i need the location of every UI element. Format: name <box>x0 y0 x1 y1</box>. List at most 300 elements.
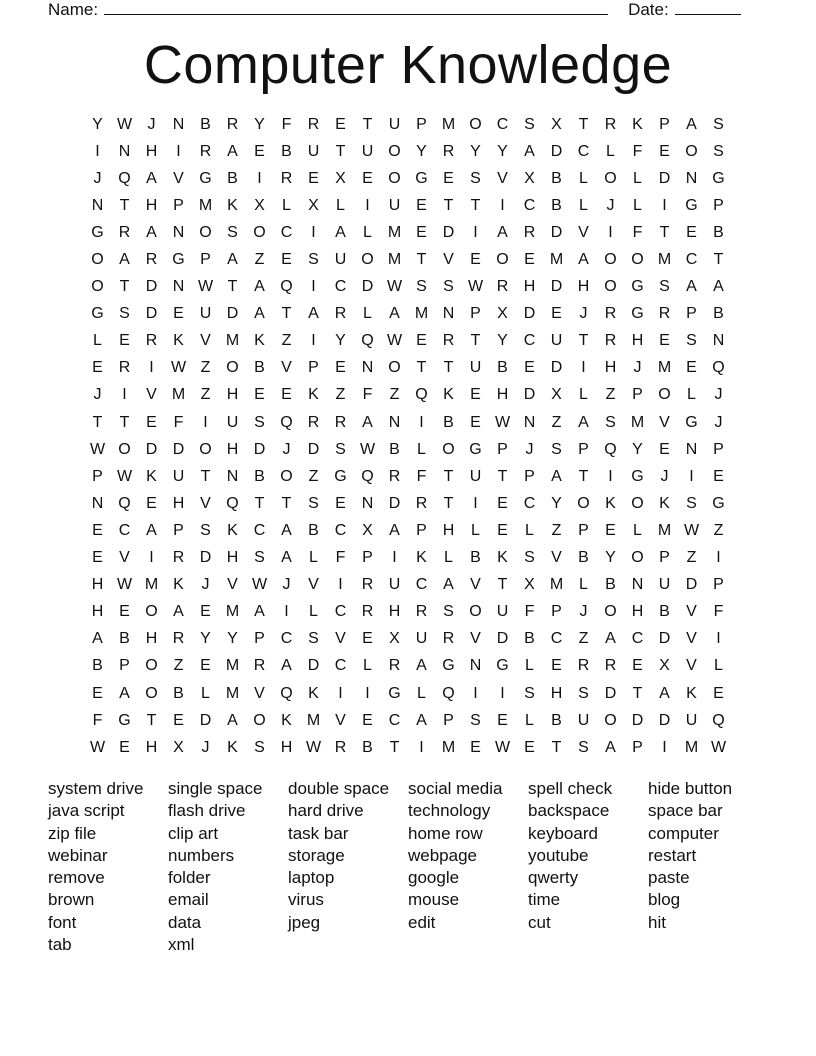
grid-letter: M <box>225 332 240 350</box>
grid-letter: X <box>254 196 265 214</box>
word-bank-item: time <box>528 890 561 910</box>
name-date-line <box>48 0 748 20</box>
grid-letter: O <box>118 440 131 458</box>
grid-letter: E <box>335 359 346 377</box>
grid-letter: H <box>145 196 158 214</box>
grid-letter: K <box>146 467 157 485</box>
word-bank-item: computer <box>648 823 719 843</box>
word-bank-item: remove <box>48 868 105 888</box>
grid-letter: E <box>497 711 508 729</box>
grid-letter: J <box>201 738 210 756</box>
grid-letter: Z <box>254 251 265 269</box>
word-bank-item: restart <box>648 845 697 865</box>
grid-letter: H <box>631 603 644 621</box>
grid-letter: M <box>225 684 240 702</box>
grid-letter: E <box>470 386 481 404</box>
grid-letter: L <box>525 711 534 729</box>
grid-letter: A <box>92 630 103 648</box>
grid-letter: I <box>662 196 667 214</box>
grid-letter: Q <box>361 332 374 350</box>
grid-letter: F <box>362 386 373 404</box>
grid-letter: A <box>578 413 589 431</box>
grid-letter: G <box>91 223 104 241</box>
grid-letter: Z <box>281 332 292 350</box>
grid-letter: S <box>686 494 697 512</box>
grid-letter: I <box>122 386 127 404</box>
grid-letter: I <box>311 332 316 350</box>
grid-letter: H <box>91 603 104 621</box>
grid-letter: D <box>550 223 563 241</box>
grid-letter: S <box>470 169 481 187</box>
grid-letter: D <box>685 576 698 594</box>
grid-letter: F <box>281 115 292 133</box>
grid-letter: H <box>523 278 536 296</box>
grid-letter: J <box>525 440 534 458</box>
grid-letter: B <box>470 549 481 567</box>
grid-letter: N <box>226 467 239 485</box>
grid-letter: V <box>659 413 670 431</box>
grid-letter: L <box>201 684 210 702</box>
grid-letter: I <box>338 684 343 702</box>
word-bank-item: data <box>168 912 202 932</box>
grid-letter: A <box>713 278 724 296</box>
grid-letter: C <box>118 521 131 539</box>
grid-letter: I <box>149 549 154 567</box>
grid-letter: V <box>335 711 346 729</box>
grid-letter: C <box>550 630 563 648</box>
grid-letter: E <box>659 332 670 350</box>
grid-letter: D <box>145 440 158 458</box>
grid-letter: R <box>145 332 158 350</box>
grid-letter: Q <box>280 278 293 296</box>
word-bank-item: spell check <box>528 779 613 798</box>
grid-letter: H <box>577 278 590 296</box>
grid-letter: Y <box>335 332 346 350</box>
grid-letter: S <box>254 738 265 756</box>
grid-letter: G <box>334 467 347 485</box>
grid-letter: Y <box>605 549 616 567</box>
grid-letter: K <box>227 738 238 756</box>
word-bank-item: zip file <box>48 823 97 843</box>
grid-letter: I <box>365 684 370 702</box>
grid-letter: O <box>469 115 482 133</box>
grid-letter: D <box>442 223 455 241</box>
grid-letter: O <box>145 603 158 621</box>
grid-letter: R <box>145 251 158 269</box>
grid-letter: I <box>608 467 613 485</box>
grid-letter: A <box>254 278 265 296</box>
grid-letter: E <box>659 142 670 160</box>
grid-letter: E <box>470 413 481 431</box>
grid-letter: Q <box>415 386 428 404</box>
grid-letter: O <box>577 494 590 512</box>
grid-letter: R <box>577 657 590 675</box>
grid-letter: L <box>471 521 480 539</box>
grid-letter: T <box>119 413 130 431</box>
grid-letter: J <box>579 603 588 621</box>
grid-letter: G <box>685 196 698 214</box>
grid-letter: R <box>604 115 617 133</box>
grid-letter: C <box>280 223 293 241</box>
grid-letter: O <box>469 603 482 621</box>
grid-letter: Y <box>497 142 508 160</box>
grid-letter: N <box>631 576 644 594</box>
grid-letter: P <box>200 251 211 269</box>
grid-letter: O <box>631 251 644 269</box>
grid-letter: R <box>334 738 347 756</box>
grid-letter: E <box>119 603 130 621</box>
grid-letter: A <box>281 521 292 539</box>
grid-letter: B <box>227 169 238 187</box>
grid-letter: U <box>658 576 671 594</box>
grid-letter: J <box>93 169 102 187</box>
grid-letter: A <box>524 142 535 160</box>
word-bank-item: flash drive <box>168 801 246 821</box>
grid-letter: R <box>334 413 347 431</box>
grid-letter: Z <box>551 521 562 539</box>
grid-letter: O <box>658 386 671 404</box>
grid-letter: D <box>523 305 536 323</box>
grid-letter: P <box>173 521 184 539</box>
grid-letter: P <box>551 603 562 621</box>
grid-letter: N <box>91 494 104 512</box>
grid-letter: A <box>146 223 157 241</box>
grid-letter: D <box>631 711 644 729</box>
word-bank-item: email <box>168 890 209 910</box>
grid-letter: Y <box>551 494 562 512</box>
grid-letter: U <box>388 115 401 133</box>
grid-letter: S <box>524 549 535 567</box>
letter-grid <box>84 111 732 761</box>
grid-letter: M <box>144 576 159 594</box>
grid-letter: U <box>550 332 563 350</box>
grid-letter: T <box>443 359 454 377</box>
grid-letter: U <box>361 142 374 160</box>
grid-letter: V <box>497 169 508 187</box>
grid-letter: I <box>311 223 316 241</box>
grid-letter: A <box>659 684 670 702</box>
grid-letter: A <box>416 711 427 729</box>
grid-letter: J <box>201 576 210 594</box>
grid-letter: Z <box>551 413 562 431</box>
grid-letter: M <box>387 251 402 269</box>
grid-letter: O <box>388 142 401 160</box>
grid-letter: E <box>605 521 616 539</box>
grid-letter: P <box>173 196 184 214</box>
grid-letter: E <box>92 359 103 377</box>
grid-letter: Q <box>712 711 725 729</box>
word-bank-item: system drive <box>48 779 144 798</box>
grid-letter: C <box>496 115 509 133</box>
grid-letter: D <box>172 440 185 458</box>
grid-letter: X <box>308 196 319 214</box>
grid-letter: N <box>442 305 455 323</box>
grid-letter: M <box>387 223 402 241</box>
grid-letter: E <box>119 332 130 350</box>
grid-letter: T <box>713 251 724 269</box>
grid-letter: L <box>282 196 291 214</box>
grid-letter: L <box>444 549 453 567</box>
grid-letter: P <box>254 630 265 648</box>
grid-letter: R <box>307 115 320 133</box>
grid-letter: I <box>716 549 721 567</box>
grid-letter: I <box>500 684 505 702</box>
grid-letter: B <box>605 576 616 594</box>
grid-letter: O <box>361 251 374 269</box>
grid-letter: F <box>524 603 535 621</box>
grid-letter: N <box>172 278 185 296</box>
grid-letter: C <box>631 630 644 648</box>
grid-letter: B <box>254 467 265 485</box>
grid-letter: R <box>226 115 239 133</box>
grid-letter: J <box>714 386 723 404</box>
grid-letter: H <box>145 630 158 648</box>
grid-letter: I <box>176 142 181 160</box>
grid-letter: D <box>550 278 563 296</box>
date-blank-line[interactable] <box>675 0 741 15</box>
grid-letter: E <box>524 251 535 269</box>
word-bank-item: technology <box>408 801 491 821</box>
grid-letter: I <box>419 738 424 756</box>
word-bank-item: keyboard <box>528 823 598 843</box>
grid-letter: E <box>524 359 535 377</box>
grid-letter: A <box>119 251 130 269</box>
grid-letter: K <box>227 521 238 539</box>
grid-letter: U <box>415 630 428 648</box>
name-blank-line[interactable] <box>104 0 608 15</box>
grid-letter: P <box>632 386 643 404</box>
grid-letter: G <box>172 251 185 269</box>
word-bank <box>48 778 768 956</box>
grid-letter: D <box>199 549 212 567</box>
grid-letter: T <box>146 711 157 729</box>
grid-letter: S <box>227 223 238 241</box>
grid-letter: N <box>685 440 698 458</box>
grid-letter: D <box>145 278 158 296</box>
grid-letter: I <box>284 603 289 621</box>
word-bank-item: brown <box>48 890 95 910</box>
grid-letter: T <box>578 467 589 485</box>
grid-letter: G <box>685 413 698 431</box>
grid-letter: V <box>551 549 562 567</box>
grid-letter: E <box>254 142 265 160</box>
name-label: Name: <box>48 0 99 19</box>
grid-letter: O <box>442 440 455 458</box>
grid-letter: P <box>470 305 481 323</box>
grid-letter: T <box>578 115 589 133</box>
grid-letter: P <box>659 115 670 133</box>
grid-letter: T <box>362 115 373 133</box>
grid-letter: H <box>172 494 185 512</box>
grid-letter: E <box>470 738 481 756</box>
grid-letter: X <box>497 305 508 323</box>
grid-letter: A <box>686 278 697 296</box>
grid-letter: E <box>92 549 103 567</box>
grid-letter: D <box>199 711 212 729</box>
word-bank-item: cut <box>528 912 551 932</box>
word-bank-item: home row <box>408 823 483 843</box>
grid-letter: R <box>253 657 266 675</box>
grid-letter: T <box>443 196 454 214</box>
grid-letter: I <box>473 684 478 702</box>
grid-letter: N <box>712 332 725 350</box>
word-bank-item: space bar <box>648 801 723 821</box>
grid-letter: E <box>281 386 292 404</box>
grid-letter: G <box>469 440 482 458</box>
grid-letter: S <box>524 684 535 702</box>
grid-letter: V <box>335 630 346 648</box>
grid-letter: A <box>254 603 265 621</box>
grid-letter: I <box>500 196 505 214</box>
word-bank-item: xml <box>168 935 195 955</box>
grid-letter: I <box>581 359 586 377</box>
grid-letter: W <box>116 467 133 485</box>
grid-letter: U <box>685 711 698 729</box>
grid-letter: Z <box>200 359 211 377</box>
grid-letter: C <box>577 142 590 160</box>
grid-letter: T <box>200 467 211 485</box>
word-bank-item: folder <box>168 868 211 888</box>
grid-letter: G <box>415 169 428 187</box>
grid-letter: A <box>227 711 238 729</box>
grid-letter: A <box>686 115 697 133</box>
grid-letter: C <box>334 603 347 621</box>
grid-letter: K <box>227 196 238 214</box>
grid-letter: U <box>172 467 185 485</box>
grid-letter: R <box>172 630 185 648</box>
word-bank-item: clip art <box>168 823 219 843</box>
grid-letter: F <box>632 223 643 241</box>
grid-letter: U <box>226 413 239 431</box>
grid-letter: A <box>416 657 427 675</box>
word-bank-item: task bar <box>288 823 349 843</box>
grid-letter: V <box>443 251 454 269</box>
word-bank-item: google <box>408 868 460 888</box>
grid-letter: B <box>200 115 211 133</box>
grid-letter: R <box>442 630 455 648</box>
grid-letter: B <box>119 630 130 648</box>
grid-letter: T <box>227 278 238 296</box>
grid-letter: Q <box>712 359 725 377</box>
grid-letter: C <box>334 521 347 539</box>
grid-letter: H <box>442 521 455 539</box>
grid-letter: I <box>149 359 154 377</box>
grid-letter: T <box>578 332 589 350</box>
grid-letter: A <box>605 738 616 756</box>
grid-letter: E <box>443 169 454 187</box>
grid-letter: V <box>227 576 238 594</box>
grid-letter: I <box>473 223 478 241</box>
grid-letter: B <box>443 413 454 431</box>
grid-letter: T <box>470 332 481 350</box>
grid-letter: R <box>523 223 536 241</box>
grid-letter: G <box>631 278 644 296</box>
grid-letter: K <box>605 494 616 512</box>
grid-letter: O <box>145 684 158 702</box>
grid-letter: D <box>604 684 617 702</box>
grid-letter: E <box>551 305 562 323</box>
word-bank-item: jpeg <box>288 912 321 932</box>
grid-letter: E <box>632 657 643 675</box>
grid-letter: U <box>577 711 590 729</box>
grid-letter: O <box>145 657 158 675</box>
grid-letter: S <box>713 115 724 133</box>
grid-letter: D <box>658 630 671 648</box>
grid-letter: L <box>579 386 588 404</box>
grid-letter: R <box>118 223 131 241</box>
grid-letter: H <box>226 549 239 567</box>
grid-letter: S <box>119 305 130 323</box>
grid-letter: C <box>415 576 428 594</box>
grid-letter: E <box>713 467 724 485</box>
grid-letter: V <box>119 549 130 567</box>
grid-letter: C <box>523 332 536 350</box>
grid-letter: P <box>659 549 670 567</box>
grid-letter: E <box>173 305 184 323</box>
grid-letter: E <box>254 386 265 404</box>
grid-letter: L <box>579 576 588 594</box>
grid-letter: M <box>171 386 186 404</box>
grid-letter: B <box>497 359 508 377</box>
grid-letter: T <box>497 467 508 485</box>
grid-letter: K <box>443 386 454 404</box>
grid-letter: H <box>91 576 104 594</box>
grid-letter: M <box>630 413 645 431</box>
grid-letter: A <box>308 305 319 323</box>
grid-letter: L <box>336 196 345 214</box>
grid-letter: R <box>388 657 401 675</box>
word-bank-item: qwerty <box>528 868 579 888</box>
grid-letter: B <box>713 305 724 323</box>
grid-letter: D <box>496 630 509 648</box>
grid-letter: E <box>173 711 184 729</box>
grid-letter: O <box>496 251 509 269</box>
grid-letter: N <box>361 359 374 377</box>
grid-letter: H <box>226 440 239 458</box>
grid-letter: L <box>363 657 372 675</box>
grid-letter: J <box>579 305 588 323</box>
grid-letter: S <box>686 332 697 350</box>
grid-letter: T <box>443 494 454 512</box>
word-bank-item: numbers <box>168 845 235 865</box>
grid-letter: K <box>416 549 427 567</box>
grid-letter: G <box>91 305 104 323</box>
word-bank-item: tab <box>48 935 72 955</box>
grid-letter: O <box>388 169 401 187</box>
word-bank-item: storage <box>288 845 345 865</box>
grid-letter: A <box>119 684 130 702</box>
word-bank-item: java script <box>48 801 125 821</box>
grid-letter: P <box>443 711 454 729</box>
grid-letter: B <box>578 549 589 567</box>
grid-letter: E <box>308 169 319 187</box>
grid-letter: T <box>281 494 292 512</box>
grid-letter: K <box>308 386 319 404</box>
grid-letter: J <box>282 440 291 458</box>
grid-letter: W <box>89 440 106 458</box>
grid-letter: M <box>414 305 429 323</box>
grid-letter: I <box>203 413 208 431</box>
word-bank-item: virus <box>288 890 324 910</box>
grid-letter: E <box>524 738 535 756</box>
grid-letter: E <box>92 521 103 539</box>
grid-letter: M <box>684 738 699 756</box>
grid-letter: L <box>633 169 642 187</box>
grid-letter: E <box>335 115 346 133</box>
grid-letter: U <box>388 196 401 214</box>
grid-letter: C <box>280 630 293 648</box>
grid-letter: V <box>200 332 211 350</box>
